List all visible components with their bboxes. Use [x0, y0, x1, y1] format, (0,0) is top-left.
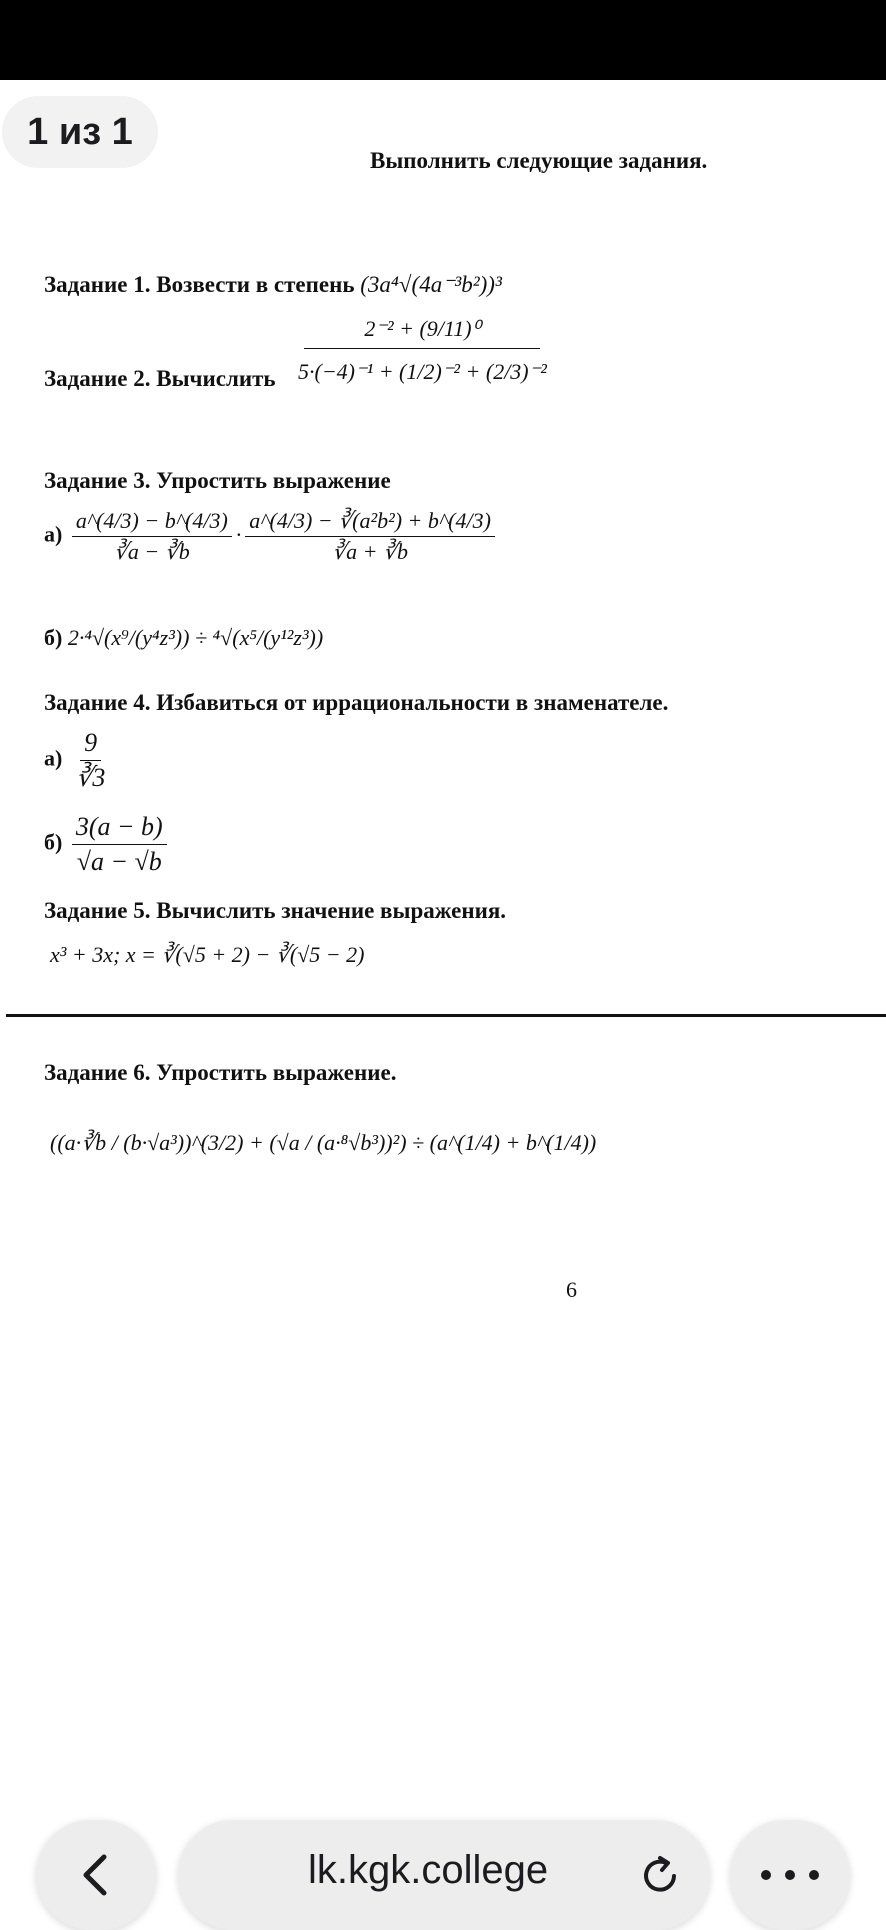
chevron-left-icon — [78, 1853, 114, 1897]
task-2-label: Задание 2. — [44, 366, 151, 391]
task-3a: а) $\frac{a\^{}(4/3) - b\^{}(4/3)}{∛a - ∛b}$ · $\frac{\text{a\textasciicircum{}(4/3) − ∛(a²b²) + b\textasciicircum{}(4/3)}}{∛a + ∛b}$ — [44, 508, 499, 565]
more-button[interactable] — [730, 1820, 850, 1930]
document-heading: Выполнить следующие задания. — [370, 148, 708, 173]
task-2-numerator: 2⁻² + (9/11)⁰ — [304, 310, 540, 349]
task-3-text: Упростить выражение — [156, 468, 391, 493]
page-number: 6 — [566, 1277, 577, 1302]
url-text: lk.kgk.college — [308, 1848, 549, 1892]
task-4b-numerator: 3(a − b) — [72, 812, 167, 845]
task-4a-label: а) — [44, 745, 63, 771]
task-3 — [44, 468, 391, 494]
task-5 — [44, 898, 506, 924]
task-3b-expression: 2·⁴√(x⁹/(y⁴z³)) ÷ ⁴√(x⁵/(y¹²z³)) — [67, 625, 324, 650]
task-4b-label: б) — [44, 829, 63, 855]
page-counter: 1 из 1 — [2, 96, 158, 168]
status-bar — [0, 0, 886, 80]
task-5-label: Задание 5. — [44, 898, 151, 923]
back-button[interactable] — [36, 1820, 156, 1930]
task-4 — [44, 690, 668, 716]
task-3b-label: б) — [44, 625, 63, 650]
task-1 — [44, 272, 502, 298]
task-4b — [44, 812, 171, 877]
task-3a-denominator-2: ∛a + ∛b — [332, 539, 409, 564]
task-3a-numerator-2: a^(4/3) − ∛(a²b²) + b^(4/3) — [245, 508, 495, 537]
reload-icon[interactable] — [638, 1854, 682, 1898]
task-6 — [44, 1060, 396, 1086]
task-1-expression: (3a⁴√(4a⁻³b²))³ — [360, 272, 502, 297]
task-4-label: Задание 4. — [44, 690, 151, 715]
task-4a — [44, 728, 113, 793]
task-3-label: Задание 3. — [44, 468, 151, 493]
task-2 — [44, 366, 276, 392]
task-1-label: Задание 1. — [44, 272, 151, 297]
task-4a-numerator: 9 — [80, 728, 101, 761]
task-4-text: Избавиться от иррациональности в знаменателе. — [156, 690, 669, 715]
task-3a-denominator-1: ∛a − ∛b — [113, 539, 190, 564]
task-3a-numerator-1: a^(4/3) − b^(4/3) — [72, 508, 232, 537]
task-4a-denominator: ∛3 — [75, 763, 106, 792]
more-dots-icon — [758, 1868, 822, 1882]
task-2-fraction — [290, 310, 555, 385]
separator-line — [6, 1014, 886, 1017]
task-6-expression: ((a·∛b / (b·√a³))^(3/2) + (√a / (a·⁸√b³))²) ÷ (a^(1/4) + b^(1/4)) — [50, 1130, 597, 1155]
task-3a-label: а) — [44, 521, 63, 547]
task-4b-denominator: √a − √b — [76, 847, 162, 876]
task-6-label: Задание 6. — [44, 1060, 151, 1085]
task-2-denominator: 5·(−4)⁻¹ + (1/2)⁻² + (2/3)⁻² — [298, 359, 547, 384]
task-5-text: Вычислить значение выражения. — [156, 898, 507, 923]
task-3b — [44, 625, 323, 651]
task-1-text: Возвести в степень — [156, 272, 355, 297]
address-bar[interactable] — [178, 1820, 710, 1930]
task-6-text: Упростить выражение. — [156, 1060, 397, 1085]
task-5-expression: x³ + 3x; x = ∛(√5 + 2) − ∛(√5 − 2) — [50, 942, 365, 967]
task-2-text: Вычислить — [156, 366, 276, 391]
